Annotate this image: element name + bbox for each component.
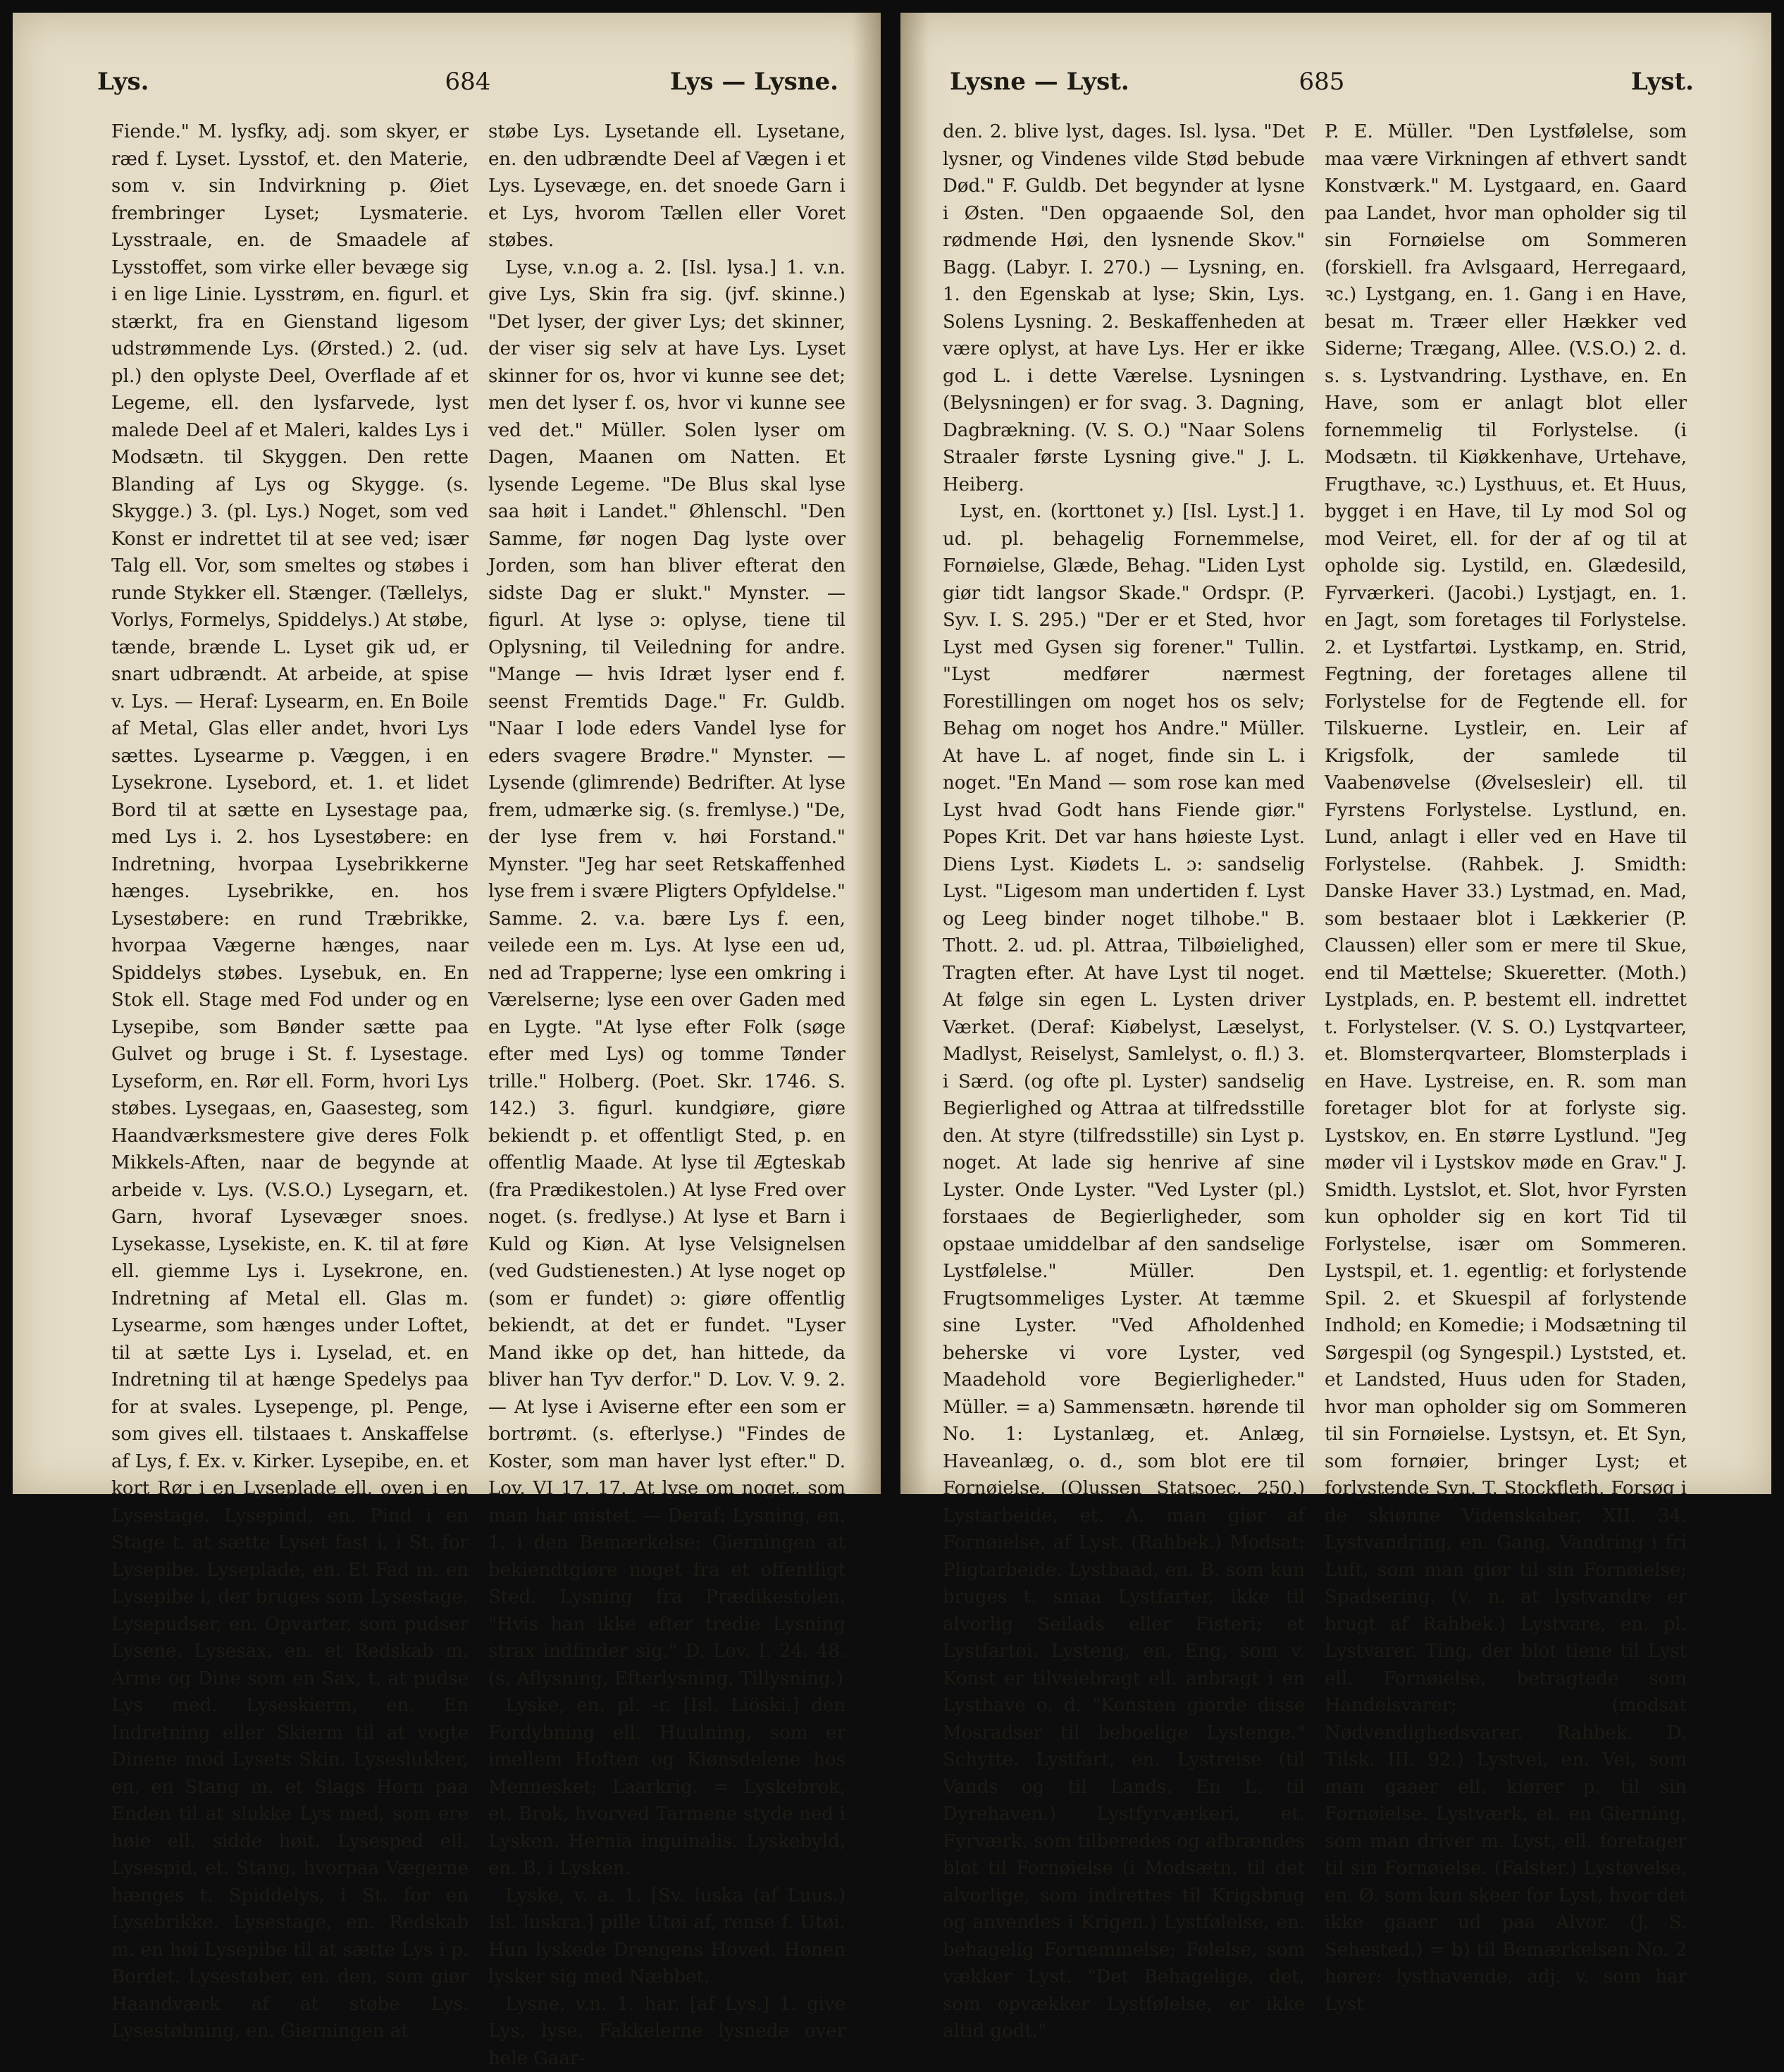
right-page: [900, 13, 1771, 1494]
column-left-2: [488, 118, 845, 1438]
column-right-2: [1325, 118, 1687, 1438]
paragraph: Lysne, v.n. 1. har. [af Lys.] 1. give Lys, lyse. Fakkelerne lysnede over hele Gaar-: [488, 1991, 845, 2072]
page-number-right: 685: [1299, 68, 1345, 96]
text-columns-left: [111, 118, 845, 1438]
gutter-shadow: [853, 13, 881, 1494]
head-left-word: Lys.: [97, 68, 149, 96]
head-right-word: Lys — Lysne.: [670, 68, 838, 96]
paragraph: den. 2. blive lyst, dages. Isl. lysa. "Det lysner, og Vindenes vilde Stød bebude Død." F. Guldb. Det begynder at lysne i Østen. "Den opgaaende Sol, den rødmende Høi, den lysnende Skov." Bagg. (Labyr. I. 270.) — Lysning, en. 1. den Egenskab at lyse; Skin, Lys. Solens Lysning. 2. Beskaffenheden at være oplyst, at have Lys. Her er ikke god L. i dette Værelse. Lysningen (Belysningen) er for svag. 3. Dagning, Dagbrækning. (V. S. O.) "Naar Solens Straaler første Lysning give." J. L. Heiberg.: [943, 118, 1305, 498]
paragraph: Fiende." M. lysfky, adj. som skyer, er ræd f. Lyset. Lysstof, et. den Materie, som v. sin Indvirkning p. Øiet frembringer Lyset; Lysmaterie. Lysstraale, en. de Smaadele af Lysstoffet, som virke eller bevæge sig i en lige Linie. Lysstrøm, en. figurl. et stærkt, fra en Gienstand ligesom udstrømmende Lys. (Ørsted.) 2. (ud. pl.) den oplyste Deel, Overflade af et Legeme, ell. den lysfarvede, lyst malede Deel af et Maleri, kaldes Lys i Modsætn. til Skyggen. Den rette Blanding af Lys og Skygge. (s. Skygge.) 3. (pl. Lys.) Noget, som ved Konst er indrettet til at see ved; især Talg ell. Vor, som smeltes og støbes i runde Stykker ell. Stænger. (Tællelys, Vorlys, Formelys, Spiddelys.) At støbe, tænde, brænde L. Lyset gik ud, er snart udbrændt. At arbeide, at spise v. Lys. — Heraf: Lysearm, en. En Boile af Metal, Glas eller andet, hvori Lys sættes. Lysearme p. Væggen, i en Lysekrone. Lysebord, et. 1. et lidet Bord til at sætte en Lysestage paa, med Lys i. 2. hos Lysestøbere: en Indretning, hvorpaa Lysebrikkerne hænges. Lysebrikke, en. hos Lysestøbere: en rund Træbrikke, hvorpaa Vægerne hænges, naar Spiddelys støbes. Lysebuk, en. En Stok ell. Stage med Fod under og en Lysepibe, som Bønder sætte paa Gulvet og bruge i St. f. Lysestage. Lyseform, en. Rør ell. Form, hvori Lys støbes. Lysegaas, en, Gaasesteg, som Haandværksmestere give deres Folk Mikkels-Aften, naar de begynde at arbeide v. Lys. (V.S.O.) Lysegarn, et. Garn, hvoraf Lysevæger snoes. Lysekasse, Lysekiste, en. K. til at føre ell. giemme Lys i. Lysekrone, en. Indretning af Metal ell. Glas m. Lysearme, som hænges under Loftet, til at sætte Lys i. Lyselad, et. en Indretning til at hænge Spedelys paa for at svales. Lysepenge, pl. Penge, som gives ell. tilstaaes t. Anskaffelse af Lys, f. Ex. v. Kirker. Lysepibe, en. et kort Rør i en Lyseplade ell. oven i en Lysestage. Lysepind, en. Pind i en Stage t. at sætte Lyset fast i, i St. for Lysepibe. Lyseplade, en. Et Fad m. en Lysepibe i, der bruges som Lysestage. Lysepudser, en. Opvarter, som pudser Lysene. Lysesax, en. et Redskab m. Arme og Dine som en Sax, t. at pudse Lys med. Lyseskierm, en. En Indretning eller Skierm til at vogte Dinene mod Lysets Skin. Lyseslukker, en. en Stang m. et Slags Horn paa Enden til at slukke Lys med, som ere høie ell. sidde høit. Lysesped ell. Lysespid, et. Stang, hvorpaa Vægerne hænges t. Spiddelys, i St. for en Lysebrikke. Lysestage, en. Redskab m. en høi Lysepibe til at sætte Lys i p. Bordet. Lysestøber, en. den, som giør Haandværk af at støbe Lys. Lysestøbning, en. Gierningen at: [111, 118, 469, 2045]
paragraph: Lyst, en. (korttonet y.) [Isl. Lyst.] 1. ud. pl. behagelig Fornemmelse, Fornøielse, Glæde, Behag. "Liden Lyst giør tidt langsor Skade." Ordspr. (P. Syv. I. S. 295.) "Der er et Sted, hvor Lyst med Gysen sig forener." Tullin. "Lyst medfører nærmest Forestillingen om noget hos os selv; Behag om noget hos Andre." Müller. At have L. af noget, finde sin L. i noget. "En Mand — som rose kan med Lyst hvad Godt hans Fiende giør." Popes Krit. Det var hans høieste Lyst. Diens Lyst. Kiødets L. ɔ: sandselig Lyst. "Ligesom man undertiden f. Lyst og Leeg binder noget tilhobe." B. Thott. 2. ud. pl. Attraa, Tilbøielighed, Tragten efter. At have Lyst til noget. At følge sin egen L. Lysten driver Værket. (Deraf: Kiøbelyst, Læselyst, Madlyst, Reiselyst, Samlelyst, o. fl.) 3. i Særd. (og ofte pl. Lyster) sandselig Begierlighed og Attraa at tilfredsstille den. At styre (tilfredsstille) sin Lyst p. noget. At lade sig henrive af sine Lyster. Onde Lyster. "Ved Lyster (pl.) forstaaes de Begierligheder, som opstaae umiddelbar af den sandselige Lystfølelse." Müller. Den Frugtsommeliges Lyster. At tæmme sine Lyster. "Ved Afholdenhed beherske vi vore Lyster, ved Maadehold vore Begierligheder." Müller. = a) Sammensætn. hørende til No. 1: Lystanlæg, et. Anlæg, Haveanlæg, o. d., som blot ere til Fornøielse. (Olussen Statsoec. 250.) Lystarbeide, et. A. man giør af Fornøielse, af Lyst. (Rahbek.) Modsat: Pligtarbeide. Lystbaad, en. B. som kun bruges t. smaa Lystfarter, ikke til alvorlig Seilads eller Fisteri; et Lystfartøi. Lysteng, en. Eng, som v. Konst er tilveiebragt ell. anbragt i en Lysthave o. d. "Konsten giorde disse Mosradser til beboelige Lystenge." Schytte. Lystfart, en. Lystreise (til Vands og til Lands. En L. til Dyrehaven.) Lystfyrværkeri, et. Fyrværk, som tilberedes og afbrændes blot til Fornøielse (i Modsætn. til det alvorlige, som indrettes til Krigsbrug og anvendes i Krigen.) Lystfølelse, en. behagelig Fornemmelse; Følelse, som vækker Lyst. "Det Behagelige, det, som opvækker Lystfølelse, er ikke altid godt.": [943, 498, 1305, 2045]
paragraph: Lyske, v. a. 1. [Sv. luska (af Luus.) Isl. luskra.] pille Utøi af, rense f. Utøi. Hun lyskede Drengens Hoved. Hønen lysker sig med Næbbet.: [488, 1882, 845, 1991]
paragraph: Lyske, en. pl. -r. [Isl. Liöski.] den Fordybning ell. Huulning, som er imellem Hoften og Kiønsdelene hos Mennesket; Laarkrig. = Lyskebrok, et. Brok, hvorved Tarmene styde ned i Lysken. Hernia inguinalis. Lyskebyld, en. B. i Lysken.: [488, 1692, 845, 1882]
left-page: [13, 13, 881, 1494]
column-right-1: [943, 118, 1305, 1438]
running-head-left: [97, 68, 838, 110]
paragraph: P. E. Müller. "Den Lystfølelse, som maa være Virkningen af ethvert sandt Konstværk." M. Lystgaard, en. Gaard paa Landet, hvor man opholder sig til sin Fornøielse om Sommeren (forskiell. fra Avlsgaard, Herregaard, ꝛc.) Lystgang, en. 1. Gang i en Have, besat m. Træer eller Hækker ved Siderne; Trægang, Allee. (V.S.O.) 2. d. s. s. Lystvandring. Lysthave, en. En Have, som er anlagt blot eller fornemmelig til Forlystelse. (i Modsætn. til Kiøkkenhave, Urtehave, Frugthave, ꝛc.) Lysthuus, et. Et Huus, bygget i en Have, til Ly mod Sol og mod Veiret, ell. for der af og til at opholde sig. Lystild, en. Glædesild, Fyrværkeri. (Jacobi.) Lystjagt, en. 1. en Jagt, som foretages til Forlystelse. 2. et Lystfartøi. Lystkamp, en. Strid, Fegtning, der foretages allene til Forlystelse for de Fegtende ell. for Tilskuerne. Lystleir, en. Leir af Krigsfolk, der samlede til Vaabenøvelse (Øvelsesleir) ell. til Fyrstens Forlystelse. Lystlund, en. Lund, anlagt i eller ved en Have til Forlystelse. (Rahbek. J. Smidth: Danske Haver 33.) Lystmad, en. Mad, som bestaaer blot i Lækkerier (P. Claussen) eller som er mere til Skue, end til Mættelse; Skueretter. (Moth.) Lystplads, en. P. bestemt ell. indrettet t. Forlystelser. (V. S. O.) Lystqvarteer, et. Blomsterqvarteer, Blomsterplads i en Have. Lystreise, en. R. som man foretager blot for at forlyste sig. Lystskov, en. En større Lystlund. "Jeg møder vil i Lystskov møde en Grav." J. Smidth. Lystslot, et. Slot, hvor Fyrsten kun opholder sig en kort Tid til Forlystelse, især om Sommeren. Lystspil, et. 1. egentlig: et forlystende Spil. 2. et Skuespil af forlystende Indhold; en Komedie; i Modsætning til Sørgespil (og Syngespil.) Lyststed, et. et Landsted, Huus uden for Staden, hvor man opholder sig om Sommeren til sin Fornøielse. Lystsyn, et. Et Syn, som fornøier, bringer Lyst; et forlystende Syn. T. Stockfleth. Forsøg i de skiønne Videnskaber. XII. 34. Lystvandring, en. Gang, Vandring i fri Luft, som man giør til sin Fornøielse; Spadsering. (v. n. at lystvandre er brugt af Rahbek.) Lystvare, en. pl. Lystvarer. Ting, der blot tiene til Lyst ell. Fornøielse, betragtede som Handelsvarer; (modsat Nødvendighedsvarer. Rahbek. D. Tilsk. III. 92.) Lystvei, en. Vei, som man gaaer ell. kiører p. til sin Fornøielse. Lystværk, et. en Gierning, som man driver m. Lyst, ell. foretager til sin Fornøielse. (Falster.) Lystøvelse, en. Ø. som kun skeer for Lyst, hvor det ikke gaaer ud paa Alvor. (J. S. Sehested.) = b) til Bemærkelsen No. 2 hører: lysthavende, adj. v. som har Lyst: [1325, 118, 1687, 2018]
column-left-1: [111, 118, 469, 1438]
head-right-word: Lyst.: [1631, 68, 1694, 96]
paragraph: støbe Lys. Lysetande ell. Lysetane, en. den udbrændte Deel af Vægen i et Lys. Lysevæge, en. det snoede Garn i et Lys, hvorom Tællen eller Voret støbes.: [488, 118, 845, 254]
gutter-shadow: [900, 13, 929, 1494]
text-columns-right: [943, 118, 1687, 1438]
page-number-left: 684: [445, 68, 491, 96]
paragraph: Lyse, v.n.og a. 2. [Isl. lysa.] 1. v.n. give Lys, Skin fra sig. (jvf. skinne.) "Det lyser, der giver Lys; det skinner, der viser sig selv at have Lys. Lyset skinner for os, hvor vi kunne see det; men det lyser f. os, hvor vi kunne see ved det." Müller. Solen lyser om Dagen, Maanen om Natten. Et lysende Legeme. "De Blus skal lyse saa høit i Landet." Øhlenschl. "Den Samme, før nogen Dag lyste over Jorden, som han bliver efterat den sidste Dag er slukt." Mynster. — figurl. At lyse ɔ: oplyse, tiene til Oplysning, til Veiledning for andre. "Mange — hvis Idræt lyser end f. seenst Fremtids Dage." Fr. Guldb. "Naar I lode eders Vandel lyse for eders svagere Brødre." Mynster. — Lysende (glimrende) Bedrifter. At lyse frem, udmærke sig. (s. fremlyse.) "De, der lyse frem v. høi Forstand." Mynster. "Jeg har seet Retskaffenhed lyse frem i svære Pligters Opfyldelse." Samme. 2. v.a. bære Lys f. een, veilede een m. Lys. At lyse een ud, ned ad Trapperne; lyse een omkring i Værelserne; lyse een over Gaden med en Lygte. "At lyse efter Folk (søge efter med Lys) og tomme Tønder trille." Holberg. (Poet. Skr. 1746. S. 142.) 3. figurl. kundgiøre, giøre bekiendt p. et offentligt Sted, p. en offentlig Maade. At lyse til Ægteskab (fra Prædikestolen.) At lyse Fred over noget. (s. fredlyse.) At lyse et Barn i Kuld og Kiøn. At lyse Velsignelsen (ved Gudstienesten.) At lyse noget op (som er fundet) ɔ: giøre offentlig bekiendt, at det er fundet. "Lyser Mand ikke op det, han hittede, da bliver han Tyv derfor." D. Lov. V. 9. 2. — At lyse i Aviserne efter een som er bortrømt. (s. efterlyse.) "Findes de Koster, som man haver lyst efter." D. Lov. VI 17. 17. At lyse om noget, som man har mistet. — Deraf: Lysning, en. 1. i den Bemærkelse: Gierningen at bekiendtgiøre noget fra et offentligt Sted. Lysning fra Prædikestolen. "Hvis han ikke efter tredie Lysning strax indfinder sig." D. Lov. I. 24. 48. (s. Aflysning, Efterlysning, Tillysning.): [488, 254, 845, 1693]
running-head-right: [950, 68, 1694, 110]
head-left-word: Lysne — Lyst.: [950, 68, 1129, 96]
